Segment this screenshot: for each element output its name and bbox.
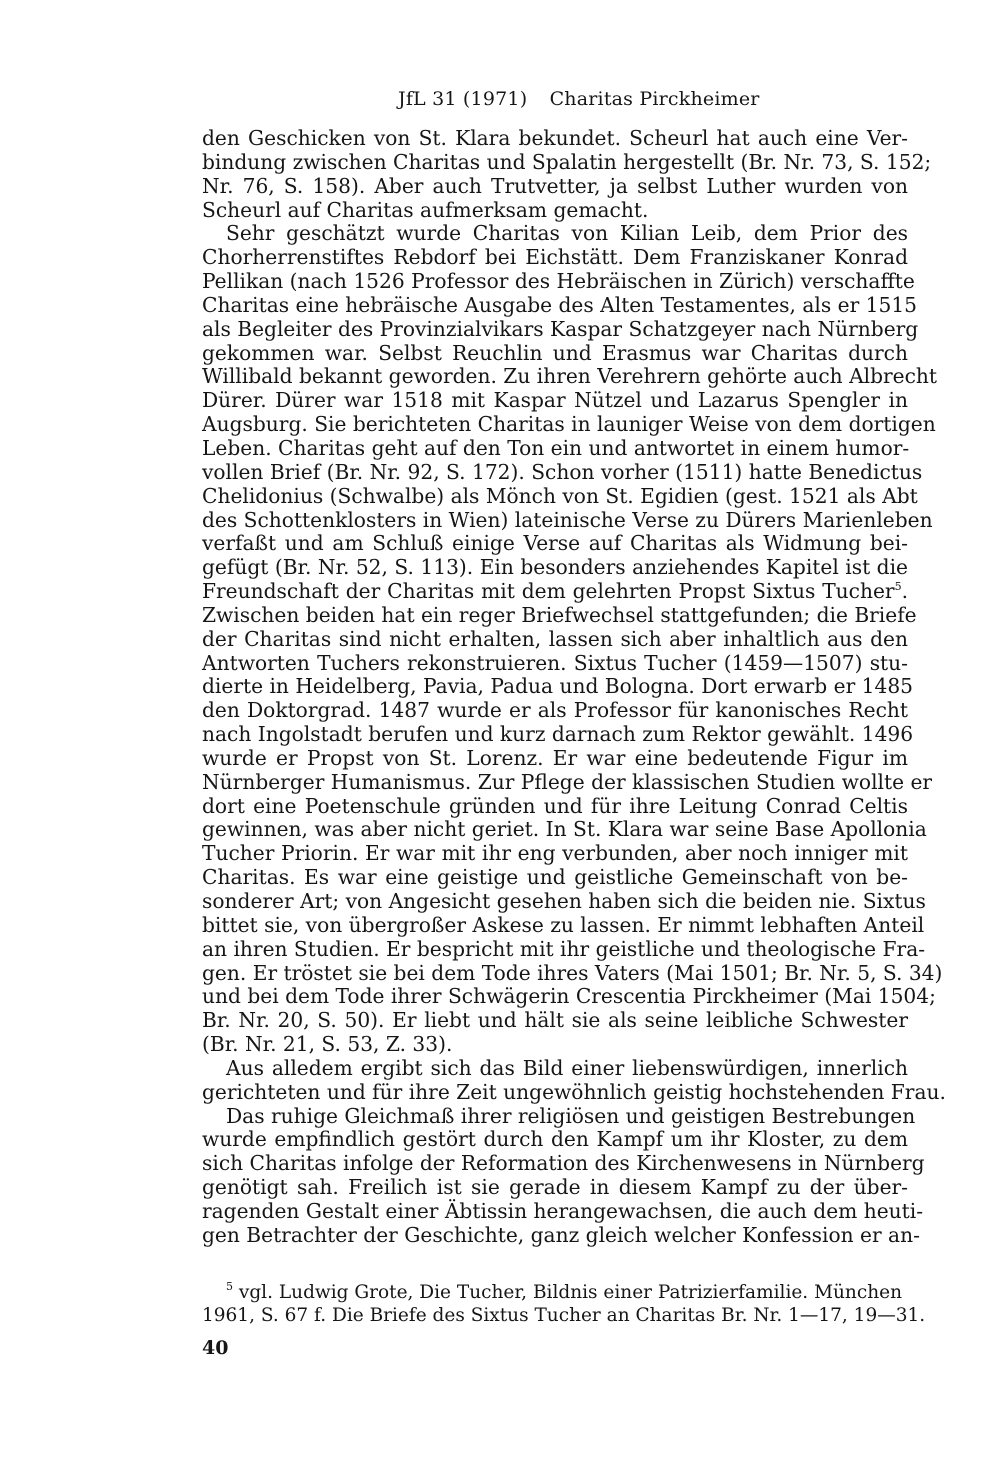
body-text [202, 126, 946, 1248]
footnote [202, 1280, 926, 1327]
text-line: gen. Er tröstet sie bei dem Tode ihres Vaters (Mai 1501; Br. Nr. 5, S. 34) [202, 960, 943, 985]
text-line: gefügt (Br. Nr. 52, S. 113). Ein besonders anziehendes Kapitel ist die [202, 555, 908, 580]
text-line: dort eine Poetenschule gründen und für ihre Leitung Conrad Celtis [202, 793, 908, 818]
text-line: Willibald bekannt geworden. Zu ihren Verehrern gehörte auch Albrecht [202, 364, 938, 389]
text-line: Das ruhige Gleichmaß ihrer religiösen und geistigen Bestrebungen [226, 1103, 916, 1128]
text-line: Sehr geschätzt wurde Charitas von Kilian Leib, dem Prior des [226, 221, 908, 246]
text-line: Scheurl auf Charitas aufmerksam gemacht. [202, 197, 649, 222]
running-title: Charitas Pirckheimer [549, 88, 760, 110]
text-line: genötigt sah. Freilich ist sie gerade in diesem Kampf zu der über- [202, 1175, 908, 1200]
text-line: Tucher Priorin. Er war mit ihr eng verbunden, aber noch inniger mit [202, 841, 908, 866]
text-line: Nr. 76, S. 158). Aber auch Trutvetter, ja selbst Luther wurden von [202, 173, 908, 198]
text-line: verfaßt und am Schluß einige Verse auf Charitas als Widmung bei- [202, 531, 908, 556]
text-line: gewinnen, was aber nicht geriet. In St. Klara war seine Base Apollonia [202, 817, 927, 842]
text-line: des Schottenklosters in Wien) lateinische Verse zu Dürers Marienleben [202, 507, 933, 532]
text-line: gekommen war. Selbst Reuchlin und Erasmus war Charitas durch [202, 340, 908, 365]
text-line: sich Charitas infolge der Reformation des Kirchenwesens in Nürnberg [202, 1151, 925, 1176]
footnote-text: vgl. Ludwig Grote, Die Tucher, Bildnis einer Patrizierfamilie. München [238, 1282, 902, 1303]
text-line: bittet sie, von übergroßer Askese zu lassen. Er nimmt lebhaften Anteil [202, 912, 925, 937]
text-line: Augsburg. Sie berichteten Charitas in launiger Weise von dem dortigen [202, 412, 936, 437]
text-line: der Charitas sind nicht erhalten, lassen sich aber inhaltlich aus den [202, 626, 908, 651]
text-line: Pellikan (nach 1526 Professor des Hebräischen in Zürich) verschaffte [202, 269, 915, 294]
footnote-reference: 5 [894, 580, 902, 594]
text-line: wurde empfindlich gestört durch den Kampf um ihr Kloster, zu dem [202, 1127, 908, 1152]
text-line: als Begleiter des Provinzialvikars Kaspar Schatzgeyer nach Nürnberg [202, 316, 919, 341]
text-line-content: Freundschaft der Charitas mit dem gelehrten Propst Sixtus Tucher [202, 579, 895, 604]
text-line: den Geschicken von St. Klara bekundet. Scheurl hat auch eine Ver- [202, 126, 908, 150]
footnote-marker: 5 [226, 1280, 233, 1293]
text-line: ragenden Gestalt einer Äbtissin herangewachsen, die auch dem heuti- [202, 1198, 924, 1223]
text-line: gen Betrachter der Geschichte, ganz gleich welcher Konfession er an- [202, 1222, 920, 1247]
text-line: Chorherrenstiftes Rebdorf bei Eichstätt. Dem Franziskaner Konrad [202, 245, 908, 270]
text-line: den Doktorgrad. 1487 wurde er als Professor für kanonisches Recht [202, 698, 908, 723]
footnote-line [202, 1281, 902, 1304]
text-line: bindung zwischen Charitas und Spalatin hergestellt (Br. Nr. 73, S. 152; [202, 149, 932, 174]
journal-citation: JfL 31 (1971) [398, 88, 528, 110]
text-line: sonderer Art; von Angesicht gesehen haben sich die beiden nie. Sixtus [202, 889, 926, 913]
text-line: Charitas eine hebräische Ausgabe des Alten Testamentes, als er 1515 [202, 292, 918, 317]
text-line: Dürer. Dürer war 1518 mit Kaspar Nützel und Lazarus Spengler in [202, 388, 908, 413]
text-line: Antworten Tuchers rekonstruieren. Sixtus Tucher (1459—1507) stu- [202, 650, 908, 675]
text-line: Chelidonius (Schwalbe) als Mönch von St. Egidien (gest. 1521 als Abt [202, 483, 918, 508]
text-line: dierte in Heidelberg, Pavia, Padua und Bologna. Dort erwarb er 1485 [202, 674, 914, 699]
page-number: 40 [202, 1337, 229, 1359]
text-line: Zwischen beiden hat ein reger Briefwechsel stattgefunden; die Briefe [202, 602, 917, 627]
text-line: gerichteten und für ihre Zeit ungewöhnlich geistig hochstehenden Frau. [202, 1079, 946, 1104]
text-line: Nürnberger Humanismus. Zur Pflege der klassischen Studien wollte er [202, 769, 933, 794]
text-line: (Br. Nr. 21, S. 53, Z. 33). [202, 1032, 453, 1057]
running-header [398, 88, 760, 110]
text-line: Leben. Charitas geht auf den Ton ein und antwortet in einem humor- [202, 435, 910, 460]
text-line: Br. Nr. 20, S. 50). Er liebt und hält sie als seine leibliche Schwester [202, 1008, 908, 1033]
text-line: an ihren Studien. Er bespricht mit ihr geistliche und theologische Fra- [202, 936, 926, 961]
text-line: Aus alledem ergibt sich das Bild einer liebenswürdigen, innerlich [226, 1055, 908, 1080]
text-line: Charitas. Es war eine geistige und geistliche Gemeinschaft von be- [202, 865, 908, 890]
footnote-line: 1961, S. 67 f. Die Briefe des Sixtus Tucher an Charitas Br. Nr. 1—17, 19—31. [202, 1305, 926, 1326]
text-line: und bei dem Tode ihrer Schwägerin Crescentia Pirckheimer (Mai 1504; [202, 984, 936, 1009]
text-line: vollen Brief (Br. Nr. 92, S. 172). Schon vorher (1511) hatte Benedictus [202, 459, 923, 484]
text-line: nach Ingolstadt berufen und kurz darnach zum Rektor gewählt. 1496 [202, 722, 914, 747]
text-line: wurde er Propst von St. Lorenz. Er war eine bedeutende Figur im [202, 745, 908, 770]
text-line: Freundschaft der Charitas mit dem gelehrten Propst Sixtus Tucher$^5$. [202, 579, 908, 604]
